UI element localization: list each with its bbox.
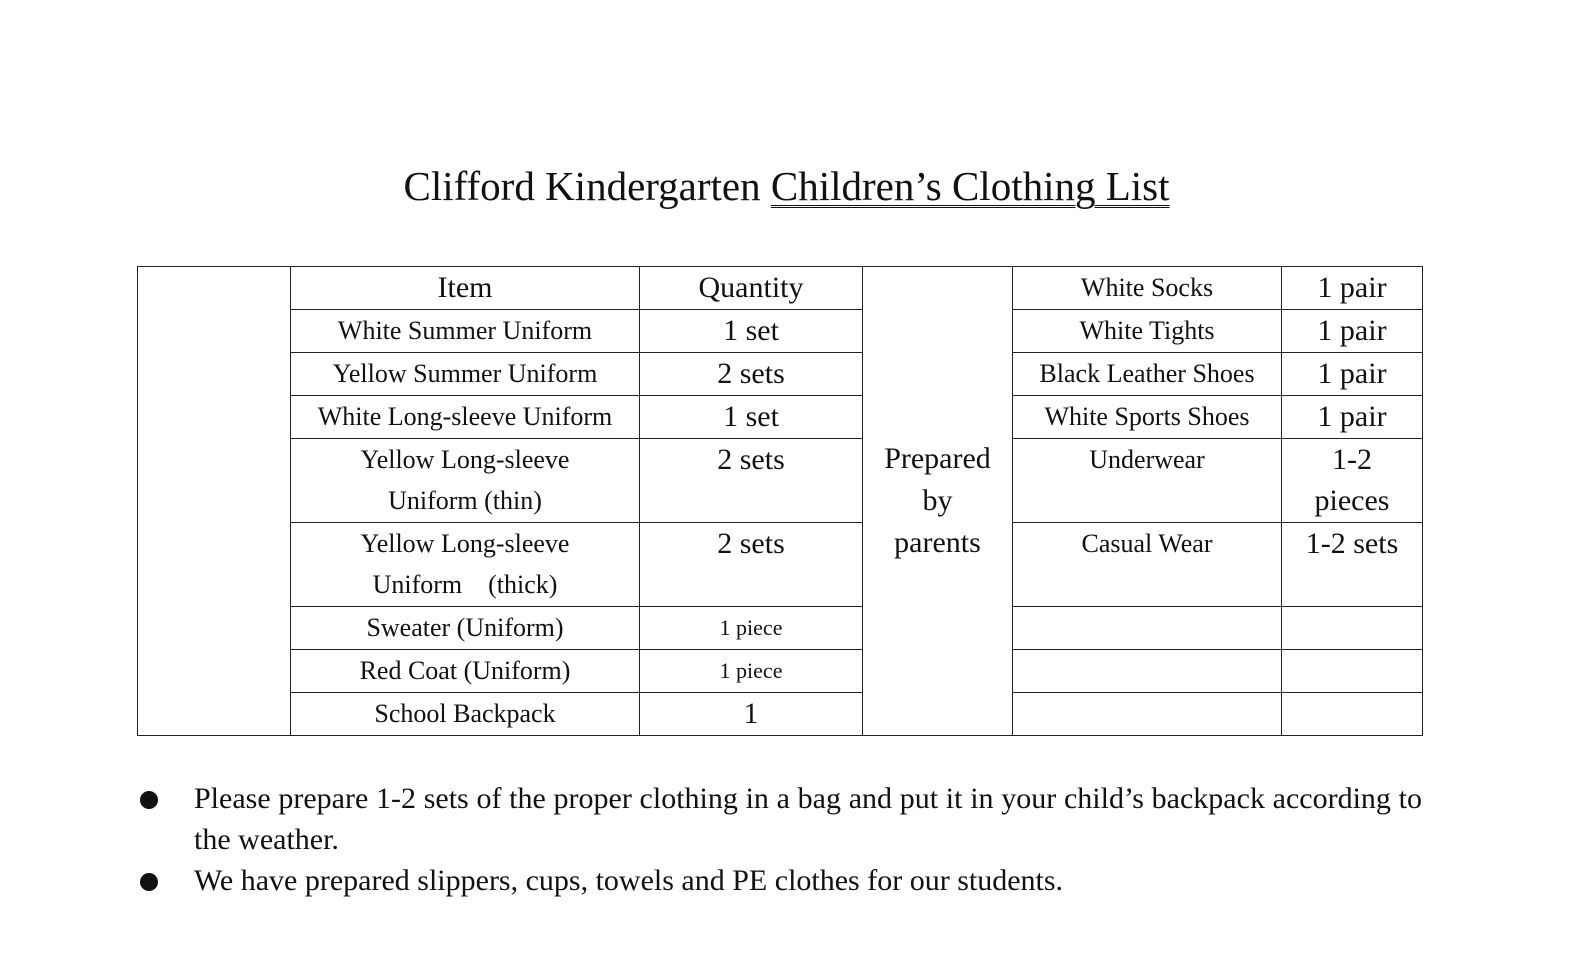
- item-cell: School Backpack: [291, 693, 640, 736]
- right-quantity-cell: 1 pair: [1282, 353, 1423, 396]
- table-row: [138, 267, 1423, 310]
- item-cell: Yellow Summer Uniform: [291, 353, 640, 396]
- empty-cell: [1282, 693, 1423, 736]
- table-row: [138, 353, 1423, 396]
- item-cell: Sweater (Uniform): [291, 607, 640, 650]
- right-item-cell: White Tights: [1013, 310, 1282, 353]
- notes-list: [137, 778, 1422, 901]
- quantity-cell: 1 set: [640, 310, 863, 353]
- item-cell: [291, 523, 640, 607]
- table-row: [138, 523, 1423, 607]
- empty-cell: [1013, 693, 1282, 736]
- table-row: [138, 396, 1423, 439]
- right-quantity-cell: 1 pair: [1282, 310, 1423, 353]
- quantity-cell: 1 piece: [640, 650, 863, 693]
- list-item: [137, 860, 1422, 901]
- blank-label-cell: [138, 267, 291, 736]
- table-row: [138, 693, 1423, 736]
- prepared-by-parents-label: Prepared by parents: [884, 442, 991, 559]
- table-row: [138, 439, 1423, 523]
- clothing-table: [137, 266, 1423, 736]
- right-item-cell: Black Leather Shoes: [1013, 353, 1282, 396]
- right-quantity-cell: 1 pair: [1282, 267, 1423, 310]
- title-prefix: Clifford Kindergarten: [403, 163, 771, 209]
- quantity-cell: 1: [640, 693, 863, 736]
- empty-cell: [1282, 650, 1423, 693]
- right-quantity-cell: 1-2 sets: [1282, 523, 1423, 607]
- list-item: [137, 778, 1422, 860]
- item-header: Item: [291, 267, 640, 310]
- bullet-icon: [140, 873, 158, 891]
- empty-cell: [1013, 607, 1282, 650]
- note-text: Please prepare 1-2 sets of the proper clothing in a bag and put it in your child’s backpack according to the weather.: [194, 782, 1422, 856]
- item-cell: White Long-sleeve Uniform: [291, 396, 640, 439]
- right-item-cell: White Socks: [1013, 267, 1282, 310]
- right-quantity-cell-text: 1-2 pieces: [1314, 443, 1390, 517]
- item-cell: Red Coat (Uniform): [291, 650, 640, 693]
- quantity-cell: 2 sets: [640, 439, 863, 523]
- quantity-cell: 1 set: [640, 396, 863, 439]
- quantity-cell: 1 piece: [640, 607, 863, 650]
- note-text: We have prepared slippers, cups, towels and PE clothes for our students.: [194, 864, 1064, 897]
- table-row: [138, 310, 1423, 353]
- right-item-cell: White Sports Shoes: [1013, 396, 1282, 439]
- quantity-cell: 2 sets: [640, 523, 863, 607]
- item-cell-text: Yellow Long-sleeve Uniform (thick): [360, 529, 570, 599]
- quantity-cell: 2 sets: [640, 353, 863, 396]
- quantity-header: Quantity: [640, 267, 863, 310]
- table-row: [138, 607, 1423, 650]
- prepared-by-parents-cell: [863, 267, 1013, 736]
- item-cell: White Summer Uniform: [291, 310, 640, 353]
- document-title: [0, 158, 1573, 214]
- right-item-cell: Underwear: [1013, 439, 1282, 523]
- item-cell-text: Yellow Long-sleeve Uniform (thin): [360, 445, 570, 515]
- right-quantity-cell: [1282, 439, 1423, 523]
- bullet-icon: [140, 791, 158, 809]
- title-underlined: Children’s Clothing List: [770, 163, 1170, 209]
- item-cell: [291, 439, 640, 523]
- table-row: [138, 650, 1423, 693]
- empty-cell: [1282, 607, 1423, 650]
- empty-cell: [1013, 650, 1282, 693]
- right-quantity-cell: 1 pair: [1282, 396, 1423, 439]
- right-item-cell: Casual Wear: [1013, 523, 1282, 607]
